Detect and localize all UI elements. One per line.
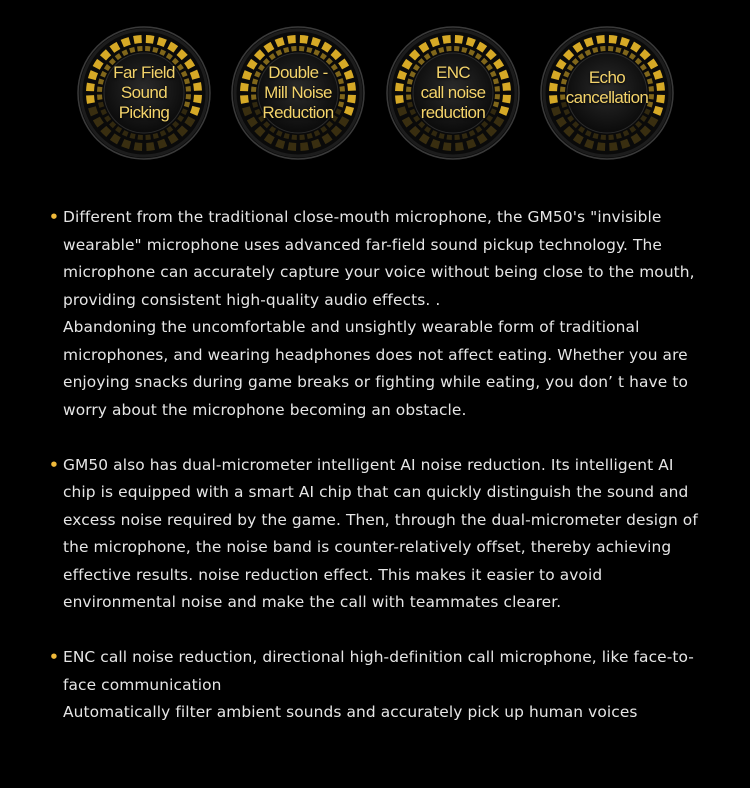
badge-far-field-sound-picking: [77, 26, 211, 160]
badge-label: [231, 63, 365, 123]
paragraph: Automatically filter ambient sounds and accurately pick up human voices: [63, 703, 638, 721]
paragraph: ENC call noise reduction, directional high-definition call microphone, like face-to-face communication: [63, 648, 694, 694]
badge-double-mill-noise-reduction: [231, 26, 365, 160]
paragraph: Abandoning the uncomfortable and unsightly wearable form of traditional microphones, and wearing headphones does not affect eating. Whether you are enjoying snacks during game breaks or fighting while eating, you don’ t have to worry about the microphone becoming an obstacle.: [63, 318, 688, 419]
badge-label-line: Far Field: [113, 63, 175, 82]
section-ai-noise-reduction: [49, 452, 709, 617]
badge-label-line: Reduction: [262, 103, 334, 122]
badge-label-line: Picking: [118, 103, 170, 122]
bullet-icon: •: [49, 648, 59, 666]
badge-enc-call-noise-reduction: [386, 26, 520, 160]
description-text: [49, 204, 709, 727]
badge-label-line: call noise: [420, 83, 486, 102]
paragraph: Different from the traditional close-mouth microphone, the GM50's "invisible wearable" microphone uses advanced far-field sound pickup technology. The microphone can accurately capture your voice without being close to the mouth, providing consistent high-quality audio effects. .: [63, 208, 695, 309]
section-far-field: [49, 204, 709, 424]
badge-label-line: ENC: [435, 63, 471, 82]
badge-label: [386, 63, 520, 123]
paragraph: GM50 also has dual-micrometer intelligent AI noise reduction. Its intelligent AI chip is equipped with a smart AI chip that can quickly distinguish the sound and excess noise required by the game. Then, through the dual-micrometer design of the microphone, the noise band is counter-relatively offset, thereby achieving effective results. noise reduction effect. This makes it easier to avoid environmental noise and make the call with teammates clearer.: [63, 455, 698, 611]
badge-label-line: Sound: [120, 83, 168, 102]
bullet-icon: •: [49, 208, 59, 226]
badge-label-line: reduction: [420, 103, 486, 122]
badge-label-line: Echo: [588, 68, 626, 87]
badge-label: [540, 68, 674, 108]
badge-label: [77, 63, 211, 123]
section-enc: [49, 644, 709, 727]
badge-echo-cancellation: [540, 26, 674, 160]
badge-label-line: cancellation: [565, 88, 649, 107]
badge-label-line: Double -: [268, 63, 328, 82]
badge-label-line: Mill Noise: [264, 83, 332, 102]
bullet-icon: •: [49, 455, 59, 474]
feature-badges: [0, 0, 750, 180]
